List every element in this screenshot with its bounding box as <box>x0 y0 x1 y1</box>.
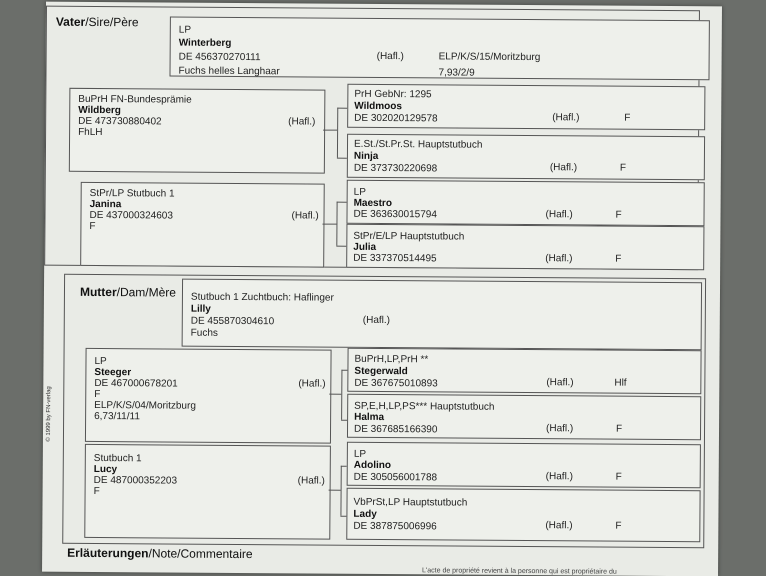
mgs-titles: BuPrH,LP,PrH ** <box>354 353 429 366</box>
mgd-titles: SP,E,H,LP,PS*** Hauptstutbuch <box>354 400 495 413</box>
mdd-id: DE 387875006996 <box>353 520 437 533</box>
mgs-color: Hlf <box>614 377 627 389</box>
mgd-id: DE 367685166390 <box>353 423 438 436</box>
sire-performance: ELP/K/S/15/Moritzburg <box>438 51 541 64</box>
connector <box>337 202 347 203</box>
connector <box>337 108 347 109</box>
mgs-name: Stegerwald <box>354 365 408 378</box>
gds-breed: (Hafl.) <box>545 209 573 221</box>
mgd-breed: (Hafl.) <box>546 423 574 435</box>
gds-name: Maestro <box>353 197 393 210</box>
sire-titles: LP <box>178 24 192 36</box>
father-header-bold: Vater <box>55 14 86 29</box>
mds-titles: LP <box>353 448 367 460</box>
gdd-titles: StPr/E/LP Hauptstutbuch <box>353 230 465 243</box>
mds-id: DE 305056001788 <box>353 471 438 484</box>
sire-dam-color: F <box>89 220 96 232</box>
sire-sire-dam-box <box>347 134 705 180</box>
father-header-rest: /Sire/Père <box>85 14 139 30</box>
connector <box>329 490 341 491</box>
dam-dam-sire-box <box>347 442 701 488</box>
dam-sire-box <box>85 348 332 444</box>
ggs-breed: (Hafl.) <box>552 112 580 124</box>
ggd-breed: (Hafl.) <box>549 162 578 174</box>
father-section-header <box>56 15 139 30</box>
sire-name: Winterberg <box>178 37 232 49</box>
dam-id: DE 455870304610 <box>190 315 275 328</box>
ggs-titles: PrH GebNr: 1295 <box>354 88 432 101</box>
dam-sire-breed: (Hafl.) <box>298 378 326 390</box>
dam-color: Fuchs <box>190 327 218 339</box>
gdd-name: Julia <box>353 241 377 253</box>
dam-box <box>182 279 702 351</box>
sire-sire-color: FhLH <box>78 126 103 139</box>
publisher-edge-text: © 1999 by FN-verlag <box>45 386 53 442</box>
ggs-color: F <box>624 112 631 124</box>
ggd-titles: E.St./St.Pr.St. Hauptstutbuch <box>353 138 483 151</box>
mdd-name: Lady <box>353 508 377 520</box>
sire-sire-id: DE 473730880402 <box>78 115 162 128</box>
ggd-color: F <box>619 162 627 174</box>
sire-dam-id: DE 437000324603 <box>89 209 173 222</box>
connector <box>337 158 347 159</box>
connector <box>336 246 346 247</box>
gdd-color: F <box>615 253 622 265</box>
sire-dam-sire-box <box>346 180 704 226</box>
dam-breed: (Hafl.) <box>362 314 391 327</box>
sire-score: 7,93/2/9 <box>438 67 475 79</box>
mgd-name: Halma <box>354 411 385 424</box>
sire-sire-breed: (Hafl.) <box>288 116 316 128</box>
mds-breed: (Hafl.) <box>545 471 573 483</box>
dam-dam-id: DE 487000352203 <box>93 474 178 487</box>
connector <box>322 224 336 225</box>
mdd-breed: (Hafl.) <box>545 520 573 532</box>
mother-header-bold: Mutter <box>79 284 117 300</box>
dam-dam-color: F <box>93 485 100 498</box>
sire-sire-box <box>69 88 326 174</box>
sire-id: DE 456370270111 <box>178 51 261 64</box>
gdd-breed: (Hafl.) <box>545 253 573 265</box>
dam-titles: Stutbuch 1 Zuchtbuch: Haflinger <box>190 291 334 304</box>
dam-dam-titles: Stutbuch 1 <box>93 452 142 465</box>
connector <box>323 130 337 131</box>
ggd-id: DE 373730220698 <box>353 162 438 175</box>
mgs-breed: (Hafl.) <box>546 377 574 389</box>
dam-sire-name: Steeger <box>94 366 132 379</box>
ggs-id: DE 302020129578 <box>354 112 438 125</box>
sire-sire-sire-box <box>347 84 705 130</box>
gdd-id: DE 337370514495 <box>353 252 437 265</box>
mgs-id: DE 367675010893 <box>354 377 438 390</box>
notes-header-bold: Erläuterungen <box>67 545 149 561</box>
mgd-color: F <box>615 423 623 435</box>
dam-sire-dam-box <box>347 394 701 440</box>
dam-sire-sire-box <box>347 348 701 394</box>
mother-section-header <box>80 285 176 300</box>
mother-header-rest: /Dam/Mère <box>116 285 177 300</box>
sire-box <box>169 17 709 81</box>
dam-name: Lilly <box>190 303 211 315</box>
sire-dam-box <box>80 182 325 268</box>
gds-color: F <box>615 209 622 221</box>
sire-dam-name: Janina <box>89 198 122 211</box>
gds-titles: LP <box>353 186 366 198</box>
dam-sire-score: 6,73/11/11 <box>94 410 140 423</box>
ggd-name: Ninja <box>353 150 379 162</box>
mdd-titles: VbPrSt,LP Hauptstutbuch <box>353 496 468 509</box>
dam-sire-performance: ELP/K/S/04/Moritzburg <box>94 399 196 412</box>
dam-dam-dam-box <box>346 488 700 542</box>
dam-sire-titles: LP <box>94 355 107 368</box>
ggs-name: Wildmoos <box>354 100 403 113</box>
pedigree-sheet <box>42 2 722 576</box>
sire-dam-titles: StPr/LP Stutbuch 1 <box>89 187 175 200</box>
bottom-fine-print: L'acte de propriété revient à la personne qui est propriétaire du <box>422 567 617 576</box>
mds-name: Adolino <box>353 459 392 472</box>
dam-dam-breed: (Hafl.) <box>297 475 325 487</box>
notes-header-rest: /Note/Commentaire <box>148 546 253 562</box>
mds-color: F <box>615 471 622 483</box>
sire-dam-breed: (Hafl.) <box>291 210 319 222</box>
dam-dam-box <box>84 444 331 540</box>
sire-color: Fuchs helles Langhaar <box>178 65 280 78</box>
sire-sire-titles: BuPrH FN-Bundesprämie <box>78 93 192 106</box>
connector <box>329 394 341 395</box>
sire-dam-dam-box <box>346 224 704 270</box>
dam-sire-color: F <box>94 388 101 401</box>
sire-breed: (Hafl.) <box>376 50 404 63</box>
notes-header <box>67 546 252 561</box>
mdd-color: F <box>615 520 622 532</box>
dam-dam-name: Lucy <box>93 463 118 476</box>
gds-id: DE 363630015794 <box>353 208 437 221</box>
sire-sire-name: Wildberg <box>78 104 121 117</box>
dam-sire-id: DE 467000678201 <box>94 377 178 390</box>
